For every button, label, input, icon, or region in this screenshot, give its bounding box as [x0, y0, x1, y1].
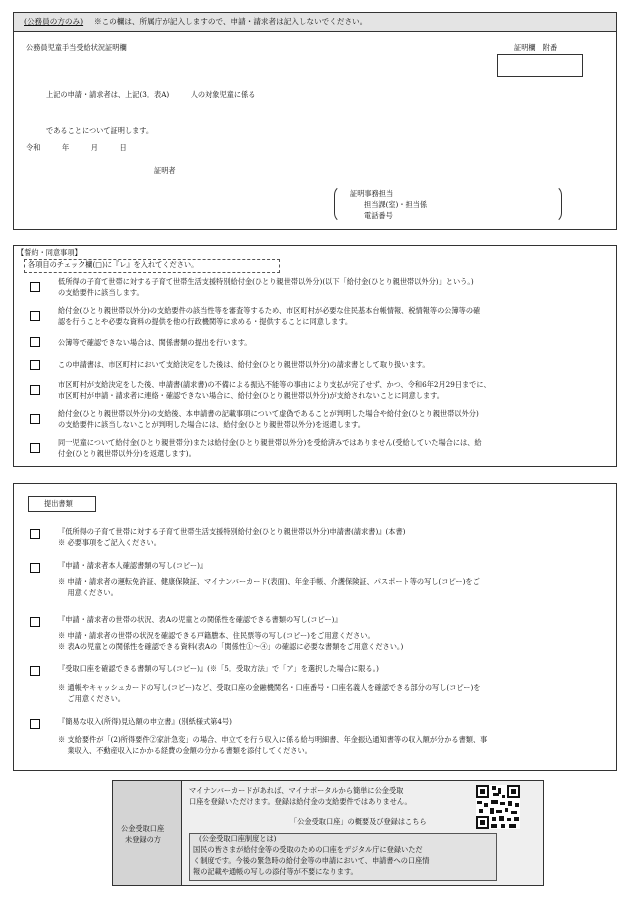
consent-item-7-line-2: 付金(ひとり親世帯以外分)を返還します)。 [58, 449, 196, 458]
document-5-title: 『簡易な収入(所得)見込額の申立書』(別紙様式第4号) [58, 717, 232, 726]
document-checkbox-5[interactable] [30, 719, 40, 729]
consent-item-7-line-1: 同一児童について給付金(ひとり親世帯分)または給付金(ひとり親世帯以外分)を受給済みではありません(受給していた場合には、給 [58, 438, 482, 447]
document-checkbox-4[interactable] [30, 666, 40, 676]
consent-item-1-line-1: 低所得の子育て世帯に対する子育て世帯生活支援特別給付金(ひとり親世帯以外分)(以下「給付金(ひとり親世帯以外分)」という。) [58, 277, 474, 286]
certifier-label: 証明者 [154, 166, 176, 175]
consent-item-4-line-1: この申請書は、市区町村において支給決定をした後は、給付金(ひとり親世帯以外分)の請求書として取り扱います。 [58, 360, 430, 369]
consent-item-3-line-1: 公簿等で確認できない場合は、関係書類の提出を行います。 [58, 338, 252, 347]
consent-item-6-line-2: の支給要件に該当しないことが判明した場合には、給付金(ひとり親世帯以外分)を返還します。 [58, 420, 365, 429]
document-2-title: 『申請・請求者本人確認書類の写し(コピー)』 [58, 561, 208, 570]
consent-item-2-line-2: 認を行うことや必要な資料の提供を他の行政機関等に求める・提供することに同意します。 [58, 317, 353, 326]
public-account-system-line-1: 国民の皆さまが給付金等の受取のための口座をデジタル庁に登録いただ [193, 845, 423, 854]
public-account-system-title: (公金受取口座制度とは) [199, 834, 277, 843]
document-5-note-2: 業収入、不動産収入にかかる経費の金額の分かる書類を添付してください。 [58, 746, 312, 755]
document-4-note-1: ※ 通帳やキャッシュカードの写し(コピー)など、受取口座の金融機関名・口座番号・口座名義人を確認できる部分の写し(コピー)を [58, 683, 481, 692]
document-2-note-1: ※ 申請・請求者の運転免許証、健康保険証、マイナンバーカード(表面)、年金手帳、介護保険証、パスポート等の写し(コピー)をご [58, 577, 480, 586]
document-4-title: 『受取口座を確認できる書類の写し(コピー)』(※「5．受取方法」で「ア」を選択した場合に限る。) [58, 664, 379, 673]
certificate-line-1: 上記の申請・請求者は、上記(3．表A) 人の対象児童に係る [46, 90, 256, 99]
consent-checkbox-5[interactable] [30, 385, 40, 395]
contact-line-3: 電話番号 [364, 211, 393, 220]
contact-line-1: 証明事務担当 [350, 189, 394, 198]
public-account-side-label-2: 未登録の方 [125, 835, 161, 844]
cert-number-field[interactable] [497, 54, 583, 77]
contact-line-2: 担当課(室)・担当係 [364, 200, 428, 209]
office-note: ※この欄は、所属庁が記入しますので、申請・請求者は記入しないでください。 [94, 17, 368, 26]
public-account-system-line-3: 報の記載や通帳の写しの添付等が不要になります。 [193, 867, 358, 876]
consent-checkbox-4[interactable] [30, 360, 40, 370]
document-3-title: 『申請・請求者の世帯の状況、表Aの児童との関係性を確認できる書類の写し(コピー)』 [58, 615, 342, 624]
consent-heading: 【誓約・同意事項】 [17, 248, 82, 257]
document-2-note-2: 用意ください。 [58, 588, 118, 597]
certificate-section [13, 12, 617, 230]
consent-checkbox-7[interactable] [30, 443, 40, 453]
document-1-title: 『低所得の子育て世帯に対する子育て世帯生活支援特別給付金(ひとり親世帯以外分)申請書(請求書)』(本書) [58, 527, 406, 536]
consent-checkbox-3[interactable] [30, 337, 40, 347]
consent-checkbox-6[interactable] [30, 414, 40, 424]
document-4-note-2: ご用意ください。 [58, 694, 125, 703]
document-3-note-2: ※ 表Aの児童との関係性を確認できる資料(表Aの「関係性①〜④」の確認に必要な書類をご用意ください。) [58, 642, 404, 651]
consent-instruction: 各項目のチェック欄(□)に『レ』を入れてください。 [28, 260, 199, 269]
consent-checkbox-1[interactable] [30, 282, 40, 292]
qr-code-icon[interactable] [476, 785, 520, 829]
consent-item-5-line-2: 市区町村が申請・請求者に連絡・確認できない場合に、給付金(ひとり親世帯以外分)が支給されないことに同意します。 [58, 391, 444, 400]
certificate-title: 公務員児童手当受給状況証明欄 [26, 43, 127, 52]
public-account-system-line-2: く制度です。今後の緊急時の給付金等の申請において、申請書への口座情 [193, 856, 430, 865]
consent-item-1-line-2: の支給要件に該当します。 [58, 288, 144, 297]
public-account-box [112, 780, 544, 886]
public-account-link[interactable]: 「公金受取口座」の概要及び登録はこちら [290, 817, 427, 826]
document-checkbox-2[interactable] [30, 563, 40, 573]
document-3-note-1: ※ 申請・請求者の世帯の状況を確認できる戸籍謄本、住民票等の写し(コピー)をご用意ください。 [58, 631, 375, 640]
document-5-note-1: ※ 支給要件が「(2)所得要件②家計急変」の場合、申立てを行う収入に係る給与明細書、年金振込通知書等の収入額が分かる書類、事 [58, 735, 488, 744]
document-checkbox-1[interactable] [30, 529, 40, 539]
document-checkbox-3[interactable] [30, 617, 40, 627]
public-account-line-1: マイナンバーカードがあれば、マイナポータルから簡単に公金受取 [189, 786, 404, 795]
consent-item-5-line-1: 市区町村が支給決定をした後、申請書(請求書)の不備による振込不能等の事由により支払が完了せず、かつ、令和6年2月29日までに、 [58, 380, 491, 389]
consent-checkbox-2[interactable] [30, 311, 40, 321]
certificate-line-2: であることについて証明します。 [46, 126, 154, 135]
public-account-line-2: 口座を登録いただけます。登録は給付金の支給要件ではありません。 [189, 797, 412, 806]
office-only-label: (公務員の方のみ) [24, 17, 84, 26]
public-account-side-label-1: 公金受取口座 [121, 824, 165, 833]
document-1-note-1: ※ 必要事項をご記入ください。 [58, 538, 161, 547]
documents-heading: 提出書類 [44, 499, 73, 508]
consent-item-2-line-1: 給付金(ひとり親世帯以外分)の支給要件の該当性等を審査等するため、市区町村が必要な住民基本台帳情報、税情報等の公簿等の確 [58, 306, 481, 315]
consent-item-6-line-1: 給付金(ひとり親世帯以外分)の支給後、本申請書の記載事項について虚偽であることが判明した場合や給付金(ひとり親世帯以外分) [58, 409, 479, 418]
certificate-date: 令和 年 月 日 [26, 143, 127, 152]
cert-number-label: 証明欄 附番 [514, 43, 558, 52]
